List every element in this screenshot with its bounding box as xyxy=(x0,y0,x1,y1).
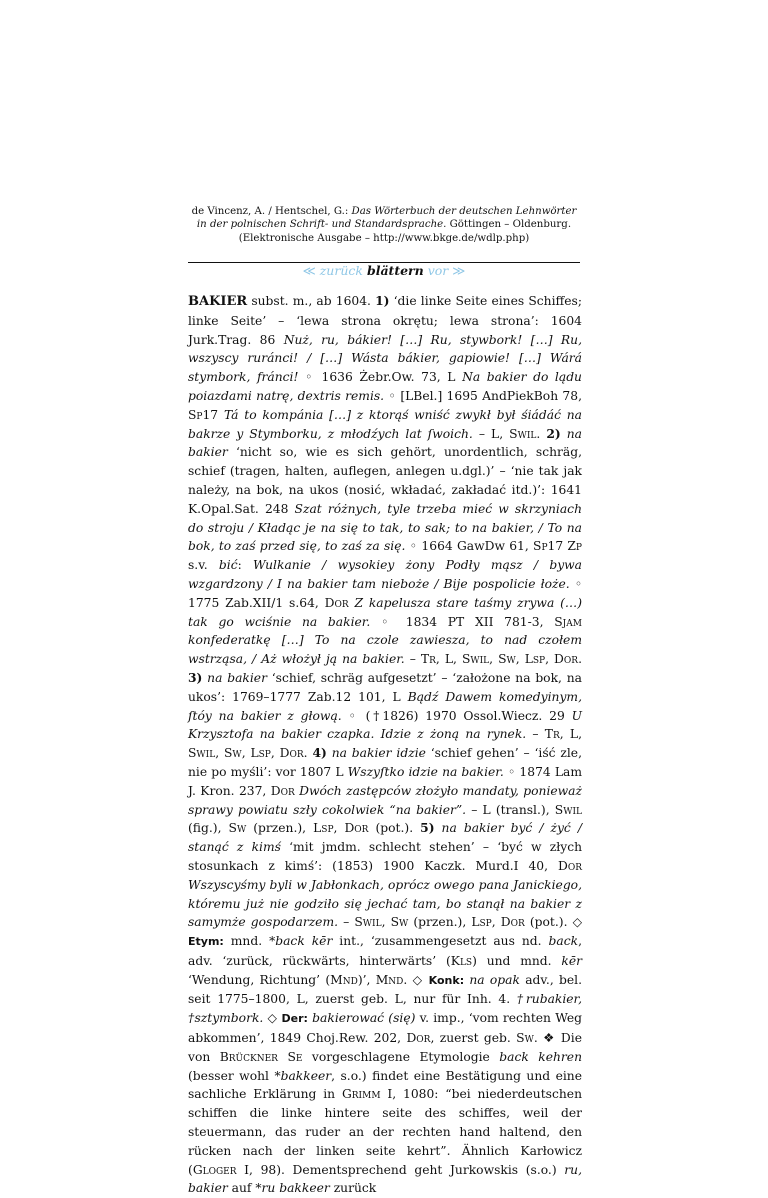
entry-segment: na bakier xyxy=(207,670,267,685)
entry-segment: Swil xyxy=(354,915,382,930)
entry-segment: (przen.), xyxy=(408,915,472,930)
entry-segment: I, 1080: “bei niederdeutschen schiffen die linke hintere seite des schiffes, weil der steuermann, das ruder an der rechten hand haltend, den rücken nach der linken seite kehrt”. Ähnlich Karłowicz ( xyxy=(188,1087,582,1177)
entry-segment: kēr xyxy=(561,953,582,968)
entry-segment: – L, xyxy=(472,426,510,441)
entry-segment: zurück xyxy=(329,1181,377,1196)
entry-segment: ‘Wendung, Richtung’ ( xyxy=(188,972,331,987)
entry-segment: Swil xyxy=(461,652,490,667)
page-navigation xyxy=(188,263,580,278)
entry-segment: Lsp xyxy=(250,746,271,761)
entry-segment: ◦ 1636 Żebr.Ow. 73, L xyxy=(298,370,463,385)
entry-segment: back kehren xyxy=(499,1049,582,1064)
entry-segment: Sw xyxy=(224,746,242,761)
entry-segment: na bakier być / żyć / stanąć z kimś xyxy=(188,821,582,855)
entry-segment: Mnd xyxy=(375,972,404,987)
entry-segment: Dor xyxy=(554,652,579,667)
entry-segment: – xyxy=(526,727,545,742)
entry-segment: U Krzysztofa na bakier czapka. Idzie z żoną na rynek. xyxy=(188,708,582,742)
entry-segment: , L, xyxy=(559,727,582,742)
entry-segment: )’, xyxy=(357,972,376,987)
dictionary-entry xyxy=(188,292,582,1198)
entry-segment: Sw xyxy=(228,821,247,836)
entry-segment: v. imp., ‘vom rechten Weg abkommen’, 1849 Choj.Rew. 202, xyxy=(188,1011,582,1046)
entry-segment: na bakier xyxy=(188,426,582,460)
entry-segment xyxy=(278,1050,287,1064)
entry-segment: Dor xyxy=(324,595,349,610)
entry-segment: , xyxy=(241,746,251,761)
entry-segment: – L (transl.), xyxy=(466,802,555,817)
entry-segment: Brückner xyxy=(219,1049,278,1064)
entry-segment: bakierować (się) xyxy=(312,1011,416,1026)
entry-segment: – xyxy=(404,652,421,667)
entry-segment: Tá to kompánia […] z ktorąś wniść zwykł był śiádáć na bakrze y Stymborku, z młodźych lat ſwoich. xyxy=(188,407,582,441)
entry-segment: . xyxy=(536,426,547,441)
entry-segment: Sw xyxy=(390,915,409,930)
entry-segment: Swil xyxy=(188,746,216,761)
entry-segment: Dor xyxy=(344,821,369,836)
entry-segment: : xyxy=(237,558,253,573)
entry-segment: , xyxy=(545,652,555,667)
entry-segment: Lsp xyxy=(524,652,546,667)
entry-segment: vorgeschlagene Etymologie xyxy=(302,1049,500,1064)
back-double-arrow-icon[interactable]: ≪ xyxy=(302,263,316,278)
entry-segment: Sp17 xyxy=(188,407,219,422)
entry-segment: Z kapelusza stare taśmy zrywa (…) tak go wciśnie na bakier. xyxy=(188,595,582,629)
citation-line-1: de Vincenz, A. / Hentschel, G.: Das Wörterbuch der deutschen Lehnwörter xyxy=(191,206,577,217)
entry-segment: 2) xyxy=(546,425,561,441)
entry-segment: na opak xyxy=(469,972,520,987)
entry-segment: , L, xyxy=(435,652,462,667)
entry-segment: ◇ xyxy=(263,1011,282,1026)
entry-segment: (pot.). xyxy=(368,821,421,836)
entry-segment: subst. m., ab 1604. xyxy=(247,294,376,308)
entry-segment: – xyxy=(338,915,355,930)
entry-segment: (fig.), xyxy=(188,821,229,836)
entry-segment: . xyxy=(578,652,582,667)
entry-segment: . ❖ Die von xyxy=(188,1031,582,1064)
entry-segment: 1) xyxy=(375,293,390,308)
entry-segment: , xyxy=(381,915,391,930)
entry-segment: , adv. ‘zurück, rückwärts, hinterwärts’ ( xyxy=(188,934,582,968)
citation-line-3: (Elektronische Ausgabe – http://www.bkge.de/wdlp.php) xyxy=(238,232,530,244)
entry-segment: Dor xyxy=(557,858,582,873)
forward-double-arrow-icon[interactable]: ≫ xyxy=(452,263,466,278)
entry-segment: *back kēr xyxy=(269,934,333,949)
entry-segment: ‘die linke Seite eines Schiffes; linke Seite’ – ‘lewa strona okrętu; lewa strona’: 1604 Jurk.Trag. 86 xyxy=(188,294,582,347)
entry-segment: *ru bakkeer xyxy=(255,1181,330,1196)
entry-segment: ‘nicht so, wie es sich gehört, unordentlich, schräg, schief (tragen, halten, auflegen, anlegen u.dgl.)’ – ‘nie tak jak należy, na bok, na ukos (nosić, wkładać, zakładać itd.)’: 1641 K.Opal.Sat. 248 xyxy=(188,445,582,516)
entry-segment: , xyxy=(515,652,525,667)
entry-segment: †rubakier, †sztymbork. xyxy=(188,992,582,1026)
entry-segment: 5) xyxy=(420,820,435,836)
entry-segment: Tr xyxy=(420,652,436,667)
entry-segment: Kls xyxy=(450,953,473,968)
entry-segment: Swil xyxy=(554,802,582,817)
entry-segment: ‘schief gehen’ – ‘iść zle, nie po myśli’: vor 1807 L xyxy=(188,746,582,779)
entry-segment: Swil xyxy=(509,426,537,441)
entry-segment: Dor xyxy=(270,783,295,798)
entry-segment: Dor xyxy=(406,1031,431,1046)
entry-segment: Wszyscyśmy byli w Jabłonkach, oprócz owego pana Janickiego, któremu już nie godziło się jechać tam, bo stanął na bakier z samymże gospodarzem. xyxy=(188,877,582,930)
entry-segment: Lsp xyxy=(313,821,334,836)
entry-segment: bić xyxy=(218,558,238,573)
entry-segment: ru, bakier xyxy=(188,1162,582,1196)
entry-segment: . ◇ xyxy=(403,972,429,987)
entry-segment: Szat różnych, tyle trzeba mieć w skrzyniach do stroju / Kładąc je na się to tak, to sak; to na bakier, / To na bok, to zaś przed się, to zaś za się. xyxy=(188,501,582,554)
entry-segment: Zp xyxy=(567,539,582,554)
entry-segment: ◦ (†1826) 1970 Ossol.Wiecz. 29 xyxy=(341,708,572,723)
citation-line-2: in der polnischen Schrift- und Standardsprache. Göttingen – Oldenburg. xyxy=(196,219,572,231)
entry-segment: ◦ [LBel.] 1695 AndPiekBoh 78, xyxy=(384,388,582,403)
entry-segment: (besser wohl xyxy=(188,1068,275,1083)
citation-header xyxy=(188,205,580,245)
entry-segment: Bądź Dawem komedyinym, ſtóy na bakier z głową. xyxy=(188,689,582,723)
entry-segment: Konk: xyxy=(428,973,465,987)
entry-segment: back xyxy=(548,934,579,949)
entry-segment: , xyxy=(491,915,501,930)
entry-segment: Grimm xyxy=(341,1087,381,1102)
entry-segment: ◦ 1664 GawDw 61, xyxy=(405,539,534,554)
entry-segment: Wszyſtko idzie na bakier. xyxy=(347,764,504,779)
entry-segment: na bakier idzie xyxy=(331,746,426,761)
entry-segment: , xyxy=(215,746,224,761)
entry-segment: , xyxy=(333,821,345,836)
entry-lemma: BAKIER xyxy=(188,294,248,309)
entry-segment: Sw xyxy=(498,652,516,667)
forward-link[interactable]: vor xyxy=(427,263,449,278)
entry-segment: (przen.), xyxy=(246,821,314,836)
entry-segment: . xyxy=(303,746,313,761)
entry-segment: s.v. xyxy=(188,558,219,573)
entry-segment: Sp17 xyxy=(533,539,564,554)
entry-segment: , xyxy=(489,652,499,667)
back-link[interactable]: zurück xyxy=(319,263,363,278)
entry-segment: Tr xyxy=(544,727,560,742)
entry-segment: Na bakier do lądu poiazdami natrę, dextris remis. xyxy=(188,370,582,403)
entry-segment: Dor xyxy=(500,915,525,930)
entry-segment: Sw xyxy=(516,1031,534,1046)
entry-segment: ◦ 1874 Lam J. Kron. 237, xyxy=(188,764,583,798)
entry-segment: ‘mit jmdm. schlecht stehen’ – ‘być w złych stosunkach z kimś’: (1853) 1900 Kaczk. Murd.I 40, xyxy=(188,840,582,873)
entry-segment: Gloger xyxy=(192,1162,237,1177)
entry-segment: ) und mnd. xyxy=(472,953,562,968)
entry-segment: I, 98). Dementsprechend geht Jurkowskis (s.o.) xyxy=(236,1162,565,1177)
entry-segment: Se xyxy=(287,1049,303,1064)
entry-segment: mnd. xyxy=(223,934,270,949)
browse-label: blättern xyxy=(366,263,424,278)
entry-segment: ‘schief, schräg aufgesetzt’ – ‘założone na bok, na ukos’: 1769–1777 Zab.12 101, L xyxy=(188,670,582,704)
entry-segment xyxy=(435,821,442,835)
entry-segment: Mnd xyxy=(330,972,358,987)
entry-segment: Dor xyxy=(279,746,304,761)
entry-segment: ◦ 1834 PT XII 781-3, xyxy=(370,614,555,629)
entry-segment: Nuż, ru, bákier! […] Ru, stywbork! […] Ru, wszyscy ruránci! / […] Wásta bákier, gapiowie! […] Wárá stymbork, fránci! xyxy=(188,332,582,385)
entry-segment: auf xyxy=(227,1181,256,1196)
entry-segment: Etym: xyxy=(188,935,224,949)
entry-segment: , zuerst geb. xyxy=(430,1031,517,1046)
entry-segment: Dwóch zastępców złożyło mandaty, ponieważ sprawy powiatu szły cokolwiek “na bakier”. xyxy=(188,783,582,817)
entry-segment: *bakkeer xyxy=(274,1068,332,1083)
entry-segment: Lsp xyxy=(471,915,492,930)
entry-segment: (pot.). ◇ xyxy=(524,915,583,930)
entry-segment: adv., bel. seit 1775–1800, L, zuerst geb. L, nur für Inh. 4. xyxy=(188,972,582,1007)
entry-segment: 3) xyxy=(188,669,203,685)
entry-segment: Der: xyxy=(281,1012,308,1026)
entry-segment: , s.o.) findet eine Bestätigung und eine sachliche Erklärung in xyxy=(188,1068,582,1102)
entry-segment: Wulkanie / wysokiey żony Podły mąsz / bywa wzgardzony / I na bakier tam nieboże / Bije pospolicie łoże. xyxy=(188,558,582,591)
entry-segment: ◦ 1775 Zab.XII/1 s.64, xyxy=(188,576,582,610)
entry-segment: Sjam xyxy=(554,614,582,629)
entry-segment: konfederatkę […] To na czole zawiesza, to nad czołem wstrząsa, / Aż włożył ją na bakier. xyxy=(188,633,582,667)
entry-text xyxy=(188,292,582,1198)
entry-segment: int., ‘zusammengesetzt aus nd. xyxy=(332,934,549,949)
entry-segment: 4) xyxy=(312,745,327,761)
entry-segment: , xyxy=(270,746,280,761)
